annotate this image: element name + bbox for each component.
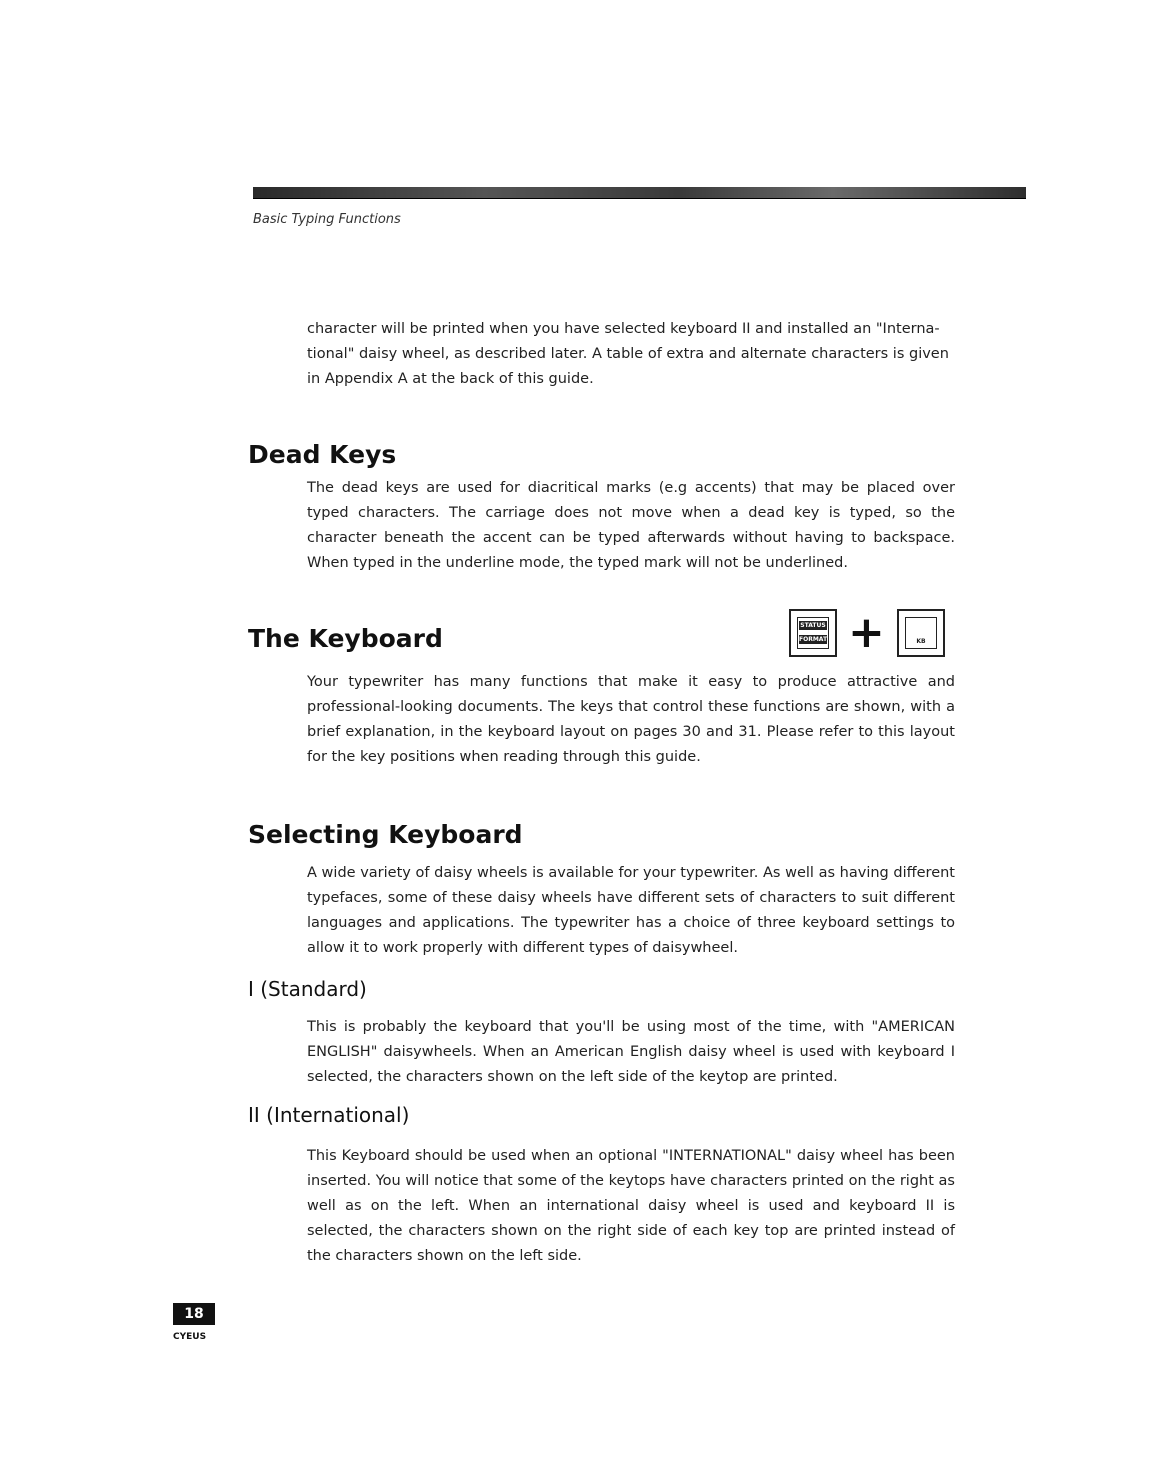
status-key-label: STATUS bbox=[800, 622, 826, 629]
keyboard-paragraph: Your typewriter has many functions that make it easy to produce attractive and professional-looking documents. The keys that control these functions are shown, with a brief explanation, in the keyboard layout on pages 30 and 31. Please refer to this layout for the key positions when reading through this guide. bbox=[307, 674, 955, 765]
plus-icon: + bbox=[848, 607, 885, 658]
selecting-keyboard-heading: Selecting Keyboard bbox=[248, 820, 523, 849]
selecting-keyboard-paragraph: A wide variety of daisy wheels is available for your typewriter. As well as having different typefaces, some of these daisy wheels have different sets of characters to suit different languages and applications. The typewriter has a choice of three keyboard settings to allow it to work properly with different types of daisywheel. bbox=[307, 865, 955, 956]
key-combination-illustration bbox=[789, 609, 949, 661]
page-number: 18 bbox=[173, 1303, 215, 1325]
header-rule bbox=[253, 187, 1026, 199]
status-format-key-icon bbox=[789, 609, 837, 657]
international-paragraph: This Keyboard should be used when an optional "INTERNATIONAL" daisy wheel has been inserted. You will notice that some of the keytops have characters printed on the right as well as on the left. When an international daisy wheel is used and keyboard II is selected, the characters shown on the right side of each key top are printed instead of the characters shown on the left side. bbox=[307, 1148, 955, 1264]
dead-keys-paragraph: The dead keys are used for diacritical marks (e.g accents) that may be placed over typed characters. The carriage does not move when a dead key is typed, so the character beneath the accent can be typed afterwards without having to backspace. When typed in the underline mode, the typed mark will not be underlined. bbox=[307, 480, 955, 571]
kb-key-label: KB bbox=[916, 638, 926, 645]
running-head: Basic Typing Functions bbox=[253, 212, 401, 227]
kb-key-icon bbox=[897, 609, 945, 657]
standard-paragraph: This is probably the keyboard that you'll be using most of the time, with "AMERICAN ENGLISH" daisywheels. When an American English daisy wheel is used with keyboard I selected, the characters shown on the left side of the keytop are printed. bbox=[307, 1019, 955, 1085]
keyboard-heading: The Keyboard bbox=[248, 624, 443, 653]
standard-heading: I (Standard) bbox=[248, 977, 367, 1001]
brand-logo: CYEUS bbox=[173, 1332, 207, 1342]
international-heading: II (International) bbox=[248, 1103, 410, 1127]
format-key-label: FORMAT bbox=[799, 636, 828, 643]
dead-keys-heading: Dead Keys bbox=[248, 440, 397, 469]
intro-paragraph: character will be printed when you have selected keyboard II and installed an "Interna-tional" daisy wheel, as described later. A table of extra and alternate characters is given in Appendix A at the back of this guide. bbox=[307, 321, 949, 387]
